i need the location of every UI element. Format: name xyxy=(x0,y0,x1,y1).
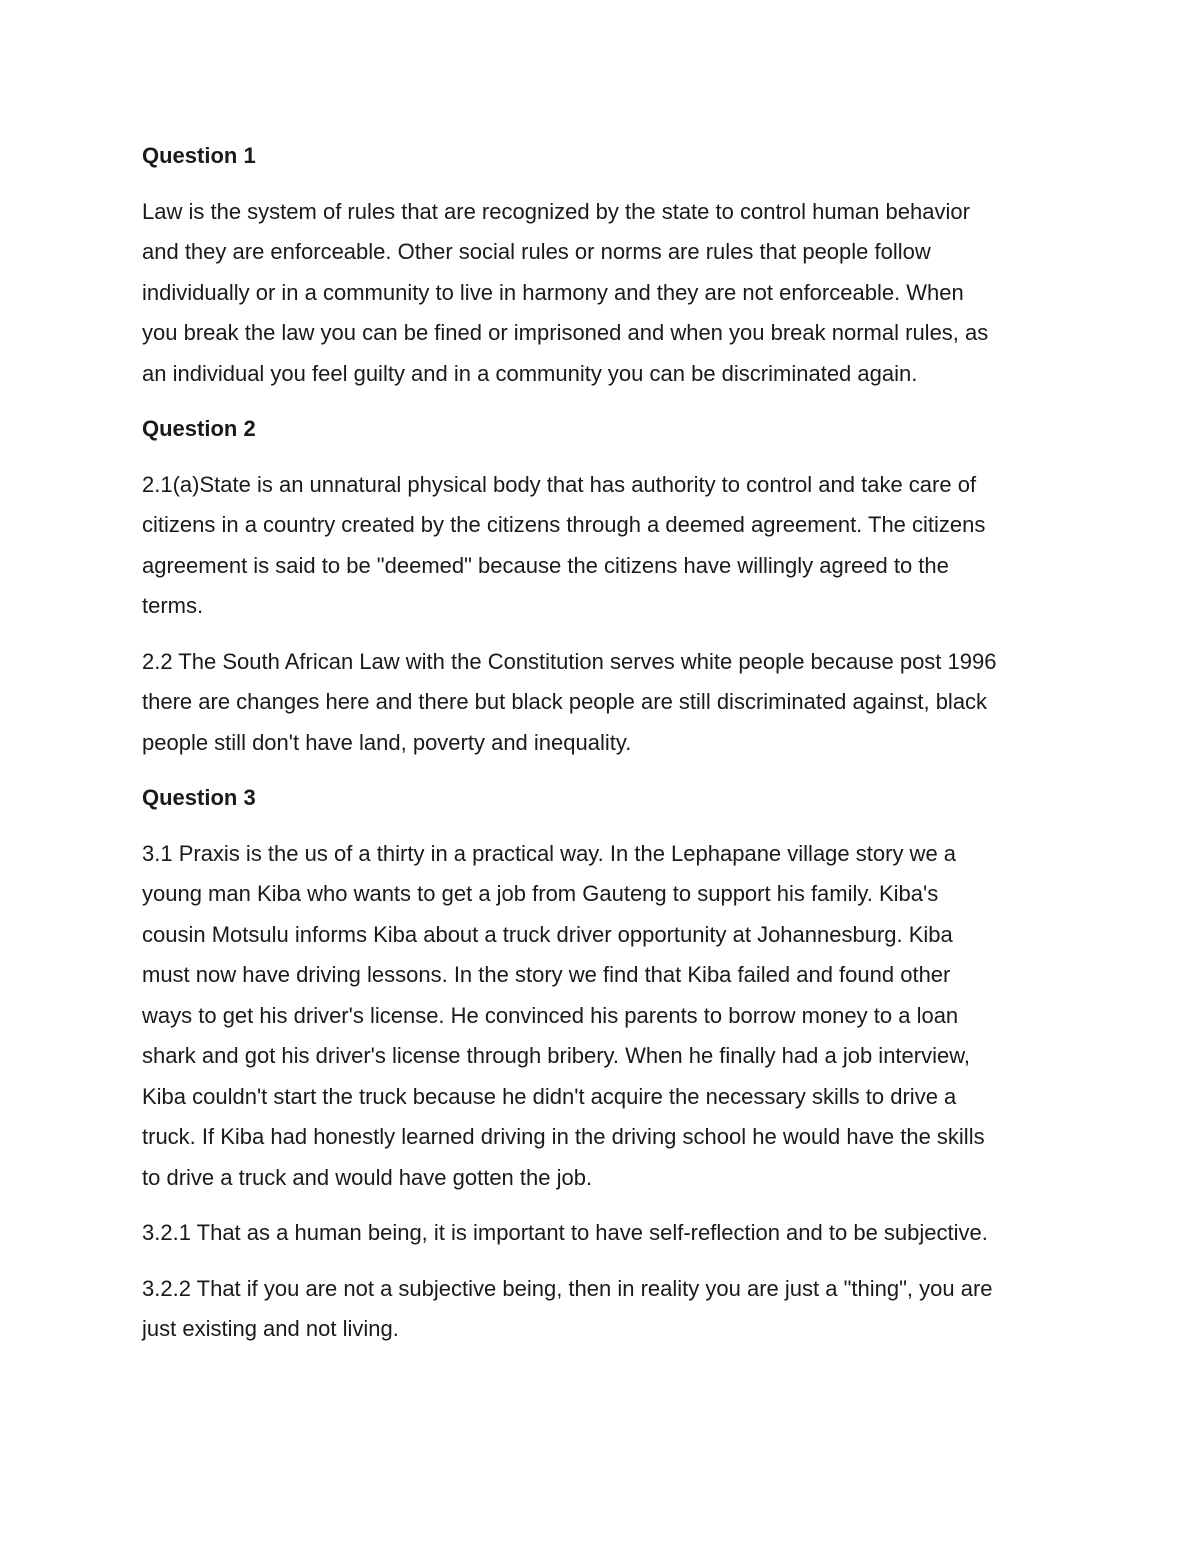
text-line: truck. If Kiba had honestly learned driving in the driving school he would have the skills xyxy=(142,1124,985,1149)
section-heading-question-1: Question 1 xyxy=(142,143,256,168)
text-line: ways to get his driver's license. He convinced his parents to borrow money to a loan xyxy=(142,1002,959,1028)
paragraph-3-2-1 xyxy=(142,1213,1082,1254)
text-line: Kiba couldn't start the truck because he didn't acquire the necessary skills to drive a xyxy=(142,1083,957,1109)
paragraph-3-2-2 xyxy=(142,1269,1082,1350)
text-line: just existing and not living. xyxy=(142,1316,399,1341)
text-line: there are changes here and there but black people are still discriminated against, black xyxy=(142,689,988,714)
text-line: an individual you feel guilty and in a community you can be discriminated again. xyxy=(142,360,918,386)
text-line: 3.1 Praxis is the us of a thirty in a practical way. In the Lephapane village story we a xyxy=(142,840,957,866)
text-line: must now have driving lessons. In the story we find that Kiba failed and found other xyxy=(142,962,951,987)
text-line: you break the law you can be fined or imprisoned and when you break normal rules, as xyxy=(142,320,989,345)
text-line: agreement is said to be "deemed" because the citizens have willingly agreed to the xyxy=(142,552,949,578)
text-line: and they are enforceable. Other social rules or norms are rules that people follow xyxy=(142,239,931,264)
text-line: 2.1(a)State is an unnatural physical body that has authority to control and take care of xyxy=(142,471,977,497)
text-line: people still don't have land, poverty and inequality. xyxy=(142,729,632,755)
text-line: terms. xyxy=(142,593,204,618)
text-line: individually or in a community to live in harmony and they are not enforceable. When xyxy=(142,279,964,305)
document-body xyxy=(142,136,1082,1365)
text-line: shark and got his driver's license through bribery. When he finally had a job interview, xyxy=(142,1043,971,1068)
text-line: 3.2.1 That as a human being, it is important to have self-reflection and to be subjective. xyxy=(142,1220,988,1245)
paragraph-2-2 xyxy=(142,642,1082,764)
paragraph-3-1 xyxy=(142,834,1082,1199)
paragraph-law-definition xyxy=(142,192,1082,395)
paragraph-2-1 xyxy=(142,465,1082,627)
text-line: young man Kiba who wants to get a job from Gauteng to support his family. Kiba's xyxy=(142,881,939,906)
text-line: cousin Motsulu informs Kiba about a truck driver opportunity at Johannesburg. Kiba xyxy=(142,921,953,947)
text-line: 3.2.2 That if you are not a subjective being, then in reality you are just a "thing", you are xyxy=(142,1275,993,1301)
section-heading-question-2: Question 2 xyxy=(142,416,256,441)
text-line: Law is the system of rules that are recognized by the state to control human behavior xyxy=(142,198,970,224)
section-heading-question-3: Question 3 xyxy=(142,785,256,810)
text-line: 2.2 The South African Law with the Constitution serves white people because post 1996 xyxy=(142,648,997,674)
text-line: to drive a truck and would have gotten the job. xyxy=(142,1164,593,1190)
text-line: citizens in a country created by the citizens through a deemed agreement. The citizens xyxy=(142,512,986,537)
